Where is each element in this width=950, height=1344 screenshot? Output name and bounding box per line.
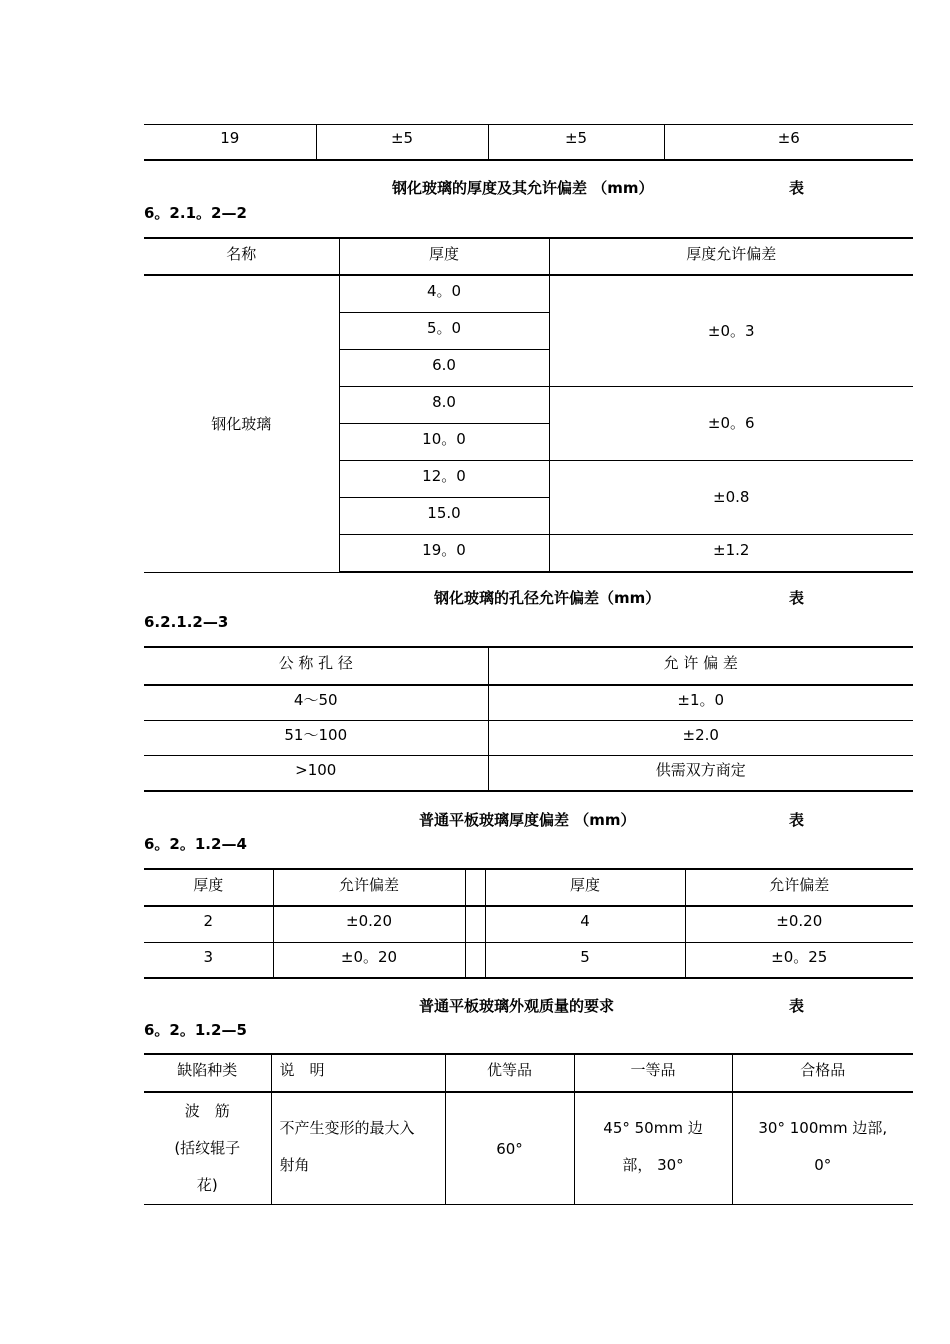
spacer-cell (465, 869, 485, 906)
cell-line: (括纹辊子 (174, 1139, 241, 1157)
thickness-cell: 4。0 (339, 275, 549, 312)
column-header: 优等品 (445, 1054, 574, 1092)
column-header: 允 许 偏 差 (488, 647, 913, 685)
table-caption-number: 6。2.1。2—2 (144, 204, 247, 222)
table-cell: 4 (485, 906, 685, 942)
column-header: 名称 (144, 238, 339, 275)
table-header-row (144, 1054, 913, 1092)
table-caption-title: 普通平板玻璃厚度偏差 （mm） (419, 811, 636, 829)
spacer-cell (465, 906, 485, 942)
table-cell: 4～50 (144, 685, 488, 720)
defect-type-cell (144, 1092, 271, 1205)
cell-line: 射角 (279, 1156, 310, 1174)
cell-line: 波 筋 (184, 1102, 230, 1120)
premium-grade-cell: 60° (445, 1092, 574, 1205)
table-caption-number: 6。2。1.2—4 (144, 835, 247, 853)
table-cell: 51～100 (144, 720, 488, 755)
table-caption-label: 表 (789, 589, 805, 607)
column-header: 说 明 (271, 1054, 445, 1092)
table-row (144, 1092, 913, 1205)
column-header: 厚度 (339, 238, 549, 275)
spacer-cell (465, 942, 485, 978)
table-caption-label: 表 (789, 179, 805, 197)
table-float-glass-thickness (144, 868, 913, 979)
tolerance-cell: ±0。3 (549, 275, 913, 386)
thickness-cell: 10。0 (339, 423, 549, 460)
cell-line: 30° 100mm 边部, (758, 1119, 888, 1137)
column-header: 一等品 (574, 1054, 732, 1092)
table-cell: ±0。20 (273, 942, 465, 978)
table-cell: >100 (144, 755, 488, 791)
table-cell: 19 (144, 125, 316, 160)
table-header-row (144, 869, 913, 906)
table-cell: 3 (144, 942, 273, 978)
column-header: 合格品 (732, 1054, 913, 1092)
column-header: 厚度 (485, 869, 685, 906)
table-hole-diameter (144, 646, 913, 792)
tolerance-cell: ±0。6 (549, 386, 913, 460)
tolerance-cell: ±1.2 (549, 534, 913, 572)
thickness-cell: 12。0 (339, 460, 549, 497)
table-row (144, 275, 913, 312)
table-cell: 2 (144, 906, 273, 942)
table-cell: 供需双方商定 (488, 755, 913, 791)
table-header-row (144, 647, 913, 685)
column-header: 厚度允许偏差 (549, 238, 913, 275)
cell-line: 花) (196, 1176, 218, 1194)
table-cell: ±5 (316, 125, 488, 160)
table-cell: ±0。25 (685, 942, 913, 978)
thickness-cell: 6.0 (339, 349, 549, 386)
table-row (144, 755, 913, 791)
cell-line: 不产生变形的最大入 (279, 1119, 415, 1137)
table-cell: ±1。0 (488, 685, 913, 720)
description-cell (271, 1092, 445, 1205)
cell-line: 部， 30° (622, 1156, 684, 1174)
column-header: 缺陷种类 (144, 1054, 271, 1092)
table-float-glass-appearance (144, 1053, 913, 1205)
table-row (144, 906, 913, 942)
table-row (144, 942, 913, 978)
column-header: 允许偏差 (273, 869, 465, 906)
table-row (144, 685, 913, 720)
table-header-row (144, 238, 913, 275)
table-cell: ±0.20 (273, 906, 465, 942)
thickness-cell: 19。0 (339, 534, 549, 572)
table-caption-title: 钢化玻璃的孔径允许偏差（mm） (434, 589, 661, 607)
column-header: 允许偏差 (685, 869, 913, 906)
qualified-grade-cell (732, 1092, 913, 1205)
column-header: 公 称 孔 径 (144, 647, 488, 685)
table-continuation (144, 125, 913, 161)
table-caption-title: 钢化玻璃的厚度及其允许偏差 （mm） (392, 179, 654, 197)
table-tempered-thickness (144, 237, 913, 573)
table-row (144, 720, 913, 755)
table-cell: 5 (485, 942, 685, 978)
table-caption-label: 表 (789, 997, 805, 1015)
tolerance-cell: ±0.8 (549, 460, 913, 534)
table-cell: ±2.0 (488, 720, 913, 755)
first-grade-cell (574, 1092, 732, 1205)
column-header: 厚度 (144, 869, 273, 906)
table-caption-number: 6.2.1.2—3 (144, 613, 229, 631)
thickness-cell: 8.0 (339, 386, 549, 423)
cell-line: 45° 50mm 边 (603, 1119, 703, 1137)
table-row (144, 125, 913, 160)
table-cell: ±0.20 (685, 906, 913, 942)
table-caption-label: 表 (789, 811, 805, 829)
cell-line: 0° (814, 1156, 832, 1174)
table-cell: ±5 (488, 125, 664, 160)
table-caption-number: 6。2。1.2—5 (144, 1021, 247, 1039)
product-name-cell: 钢化玻璃 (144, 275, 339, 572)
thickness-cell: 15.0 (339, 497, 549, 534)
table-caption-title: 普通平板玻璃外观质量的要求 (419, 997, 615, 1015)
table-cell: ±6 (664, 125, 913, 160)
thickness-cell: 5。0 (339, 312, 549, 349)
